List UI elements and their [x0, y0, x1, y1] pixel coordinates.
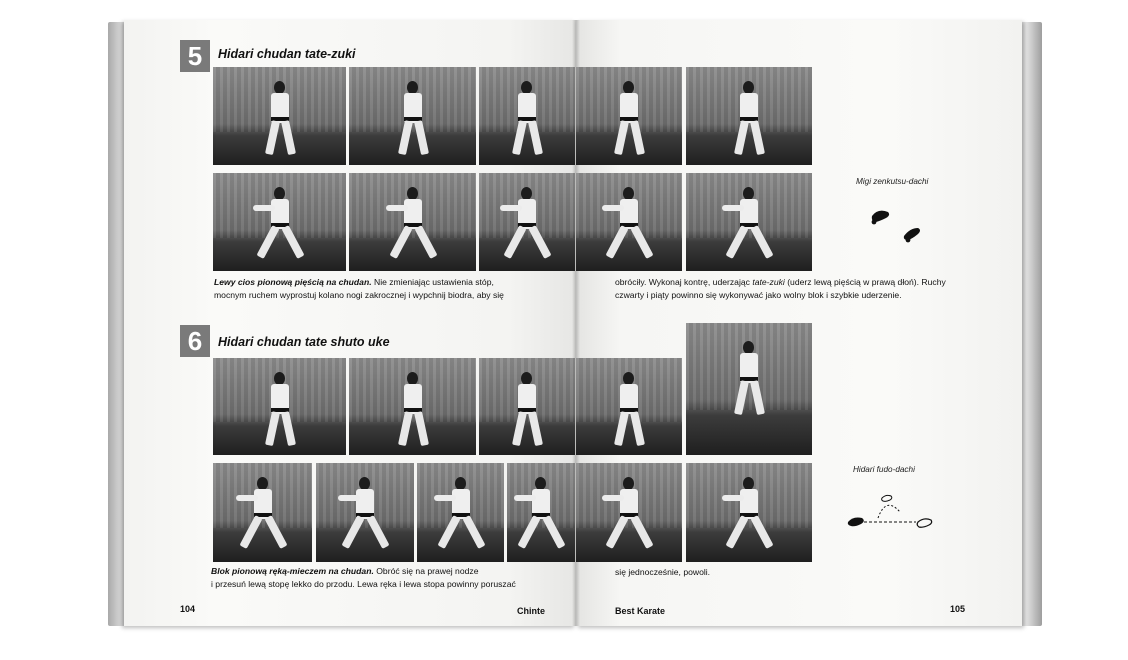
left-footprint-icon	[872, 211, 890, 225]
figure-head	[623, 81, 634, 94]
karate-photo	[479, 173, 575, 271]
running-title-left: Chinte	[517, 606, 545, 616]
figure-head	[274, 81, 285, 94]
caption-5-left	[214, 276, 504, 301]
figure-head	[521, 81, 532, 94]
figure-head	[407, 372, 418, 385]
caption-5-line2: mocnym ruchem wyprostuj kolano nogi zakrocznej i wypchnij biodra, aby się	[214, 289, 504, 300]
caption-5-line1: Nie zmieniając ustawienia stóp,	[371, 277, 494, 287]
figure-head	[359, 477, 370, 490]
figure-arm	[500, 205, 522, 211]
figure-arm	[602, 495, 624, 501]
karate-photo	[576, 358, 682, 455]
caption-6-right	[615, 566, 710, 579]
section-number-5: 5	[180, 40, 210, 72]
running-title-right: Best Karate	[615, 606, 666, 616]
figure-head	[623, 477, 634, 490]
figure-arm	[434, 495, 456, 501]
karate-photo	[576, 173, 682, 271]
karate-photo	[576, 67, 682, 165]
caption-5-right	[615, 276, 946, 301]
caption-5-right-italic: tate-zuki	[752, 277, 785, 287]
caption-6-line1: Obróć się na prawej nodze	[373, 566, 479, 576]
figure-head	[257, 477, 268, 490]
caption-6-right-line1: się jednocześnie, powoli.	[615, 567, 711, 577]
karate-photo	[349, 67, 476, 165]
figure-head	[455, 477, 466, 490]
footprint-right-icon	[917, 519, 931, 527]
right-footprint-icon	[904, 228, 920, 242]
footprint-left-icon	[848, 518, 864, 527]
stance-diagram-icon	[840, 488, 940, 538]
figure-head	[274, 187, 285, 200]
karate-photo	[213, 358, 346, 455]
figure-arm	[514, 495, 536, 501]
caption-6-line2: i przesuń lewą stopę lekko do przodu. Lewa ręka i lewa stopa powinny poruszać	[211, 578, 516, 589]
stance-label-5: Migi zenkutsu-dachi	[856, 177, 929, 186]
caption-5-right-line2: czwarty i piąty powinno się wykonywać jako wolny blok i szybkie uderzenie.	[615, 289, 902, 300]
karate-photo	[213, 173, 346, 271]
section-number-6: 6	[180, 325, 210, 357]
caption-5-right-line1b: (uderz lewą pięścią w prawą dłoń). Ruchy	[784, 277, 946, 287]
arc-arrow-icon	[878, 505, 900, 518]
section-title-6: Hidari chudan tate shuto uke	[218, 335, 390, 349]
karate-photo	[686, 173, 812, 271]
karate-photo	[213, 463, 312, 562]
karate-photo	[417, 463, 504, 562]
karate-photo	[213, 67, 346, 165]
page-number-right: 105	[950, 604, 966, 614]
figure-head	[521, 372, 532, 385]
figure-head	[407, 81, 418, 94]
karate-photo	[507, 463, 575, 562]
figure-arm	[236, 495, 258, 501]
caption-5-right-line1a: obróciły. Wykonaj kontrę, uderzając	[615, 277, 753, 287]
karate-photo	[686, 67, 812, 165]
figure-arm	[722, 495, 744, 501]
figure-head	[743, 477, 754, 490]
footprints-icon	[866, 202, 926, 246]
figure-arm	[386, 205, 408, 211]
figure-arm	[253, 205, 275, 211]
figure-head	[623, 187, 634, 200]
karate-photo	[349, 173, 476, 271]
caption-6-bold: Blok pionową ręką-mieczem na chudan.	[211, 566, 374, 576]
karate-photo	[316, 463, 414, 562]
figure-head	[743, 187, 754, 200]
figure-arm	[602, 205, 624, 211]
page-number-left: 104	[180, 604, 196, 614]
karate-photo	[349, 358, 476, 455]
karate-photo	[479, 358, 575, 455]
caption-5-bold: Lewy cios pionową pięścią na chudan.	[214, 277, 372, 287]
stance-label-6: Hidari fudo-dachi	[853, 465, 915, 474]
karate-photo	[576, 463, 682, 562]
figure-head	[535, 477, 546, 490]
karate-photo	[686, 463, 812, 562]
karate-photo	[686, 323, 812, 455]
footprint-mid-icon	[882, 495, 892, 501]
figure-head	[274, 372, 285, 385]
section-title-5: Hidari chudan tate-zuki	[218, 47, 356, 61]
figure-head	[521, 187, 532, 200]
figure-head	[743, 81, 754, 94]
figure-head	[623, 372, 634, 385]
figure-arm	[722, 205, 744, 211]
karate-photo	[479, 67, 575, 165]
figure-arm	[338, 495, 360, 501]
caption-6-left	[211, 565, 516, 590]
figure-head	[407, 187, 418, 200]
